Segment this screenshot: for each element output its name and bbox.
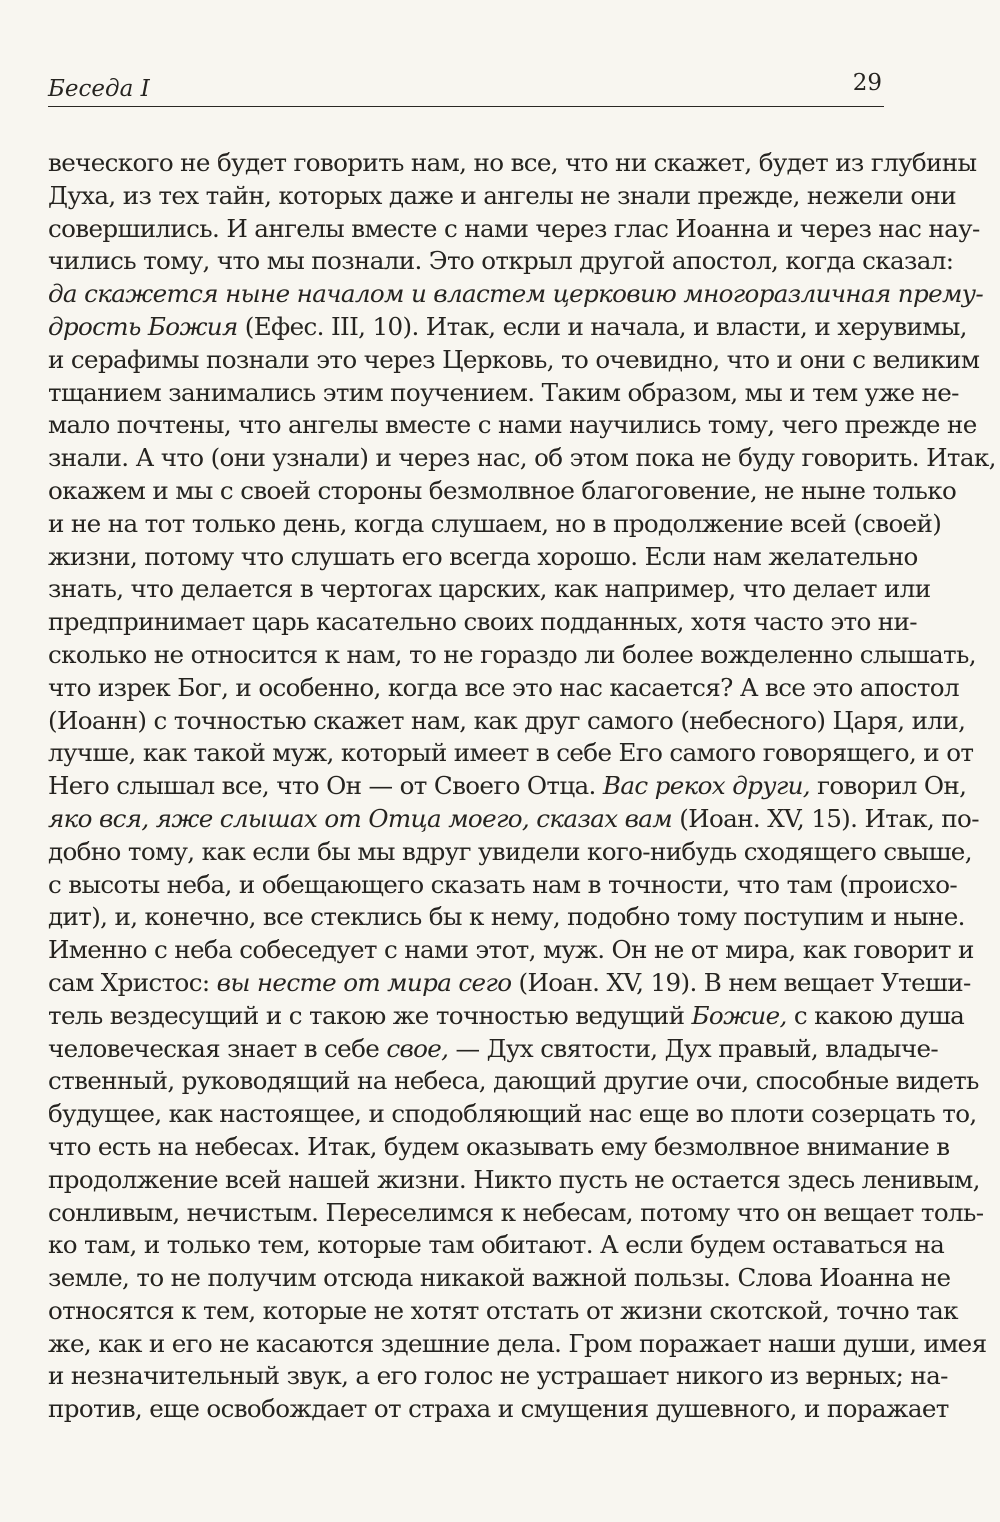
text-line: будущее, как настоящее, и сподобляющий нас еще во плоти созерцать то,	[48, 1099, 977, 1129]
text-line: и серафимы познали это через Церковь, то очевидно, что и они с великим	[48, 344, 980, 374]
scripture-quote: свое,	[386, 1033, 449, 1063]
text-line: земле, то не получим отсюда никакой важной пользы. Слова Иоанна не	[48, 1263, 951, 1293]
text-line: Духа, из тех тайн, которых даже и ангелы не знали прежде, нежели они	[48, 180, 956, 210]
text-line: добно тому, как если бы мы вдруг увидели кого-нибудь сходящего свыше,	[48, 836, 972, 866]
text-run: человеческая знает в себе	[48, 1033, 387, 1063]
text-line: сонливым, нечистым. Переселимся к небесам, потому что он вещает толь-	[48, 1197, 984, 1227]
text-line	[48, 803, 979, 836]
text-line: против, еще освобождает от страха и смущения душевного, и поражает	[48, 1394, 949, 1424]
scripture-quote: вы несте от мира сего	[216, 967, 512, 997]
text-line: что изрек Бог, и особенно, когда все это нас касается? А все это апостол	[48, 672, 959, 702]
text-run: Него слышал все, что Он — от Своего Отца.	[48, 771, 603, 801]
text-line: Именно с неба собеседует с нами этот, муж. Он не от мира, как говорит и	[48, 935, 974, 965]
text-line	[48, 967, 971, 1000]
text-line	[48, 278, 983, 311]
text-line	[48, 311, 967, 344]
text-run: сам Христос:	[48, 967, 217, 997]
text-run: говорил Он,	[809, 771, 967, 801]
text-line: и незначительный звук, а его голос не устрашает никого из верных; на-	[48, 1361, 948, 1391]
text-line: веческого не будет говорить нам, но все, что ни скажет, будет из глубины	[48, 148, 977, 177]
page-header	[48, 66, 884, 107]
text-line: (Иоанн) с точностью скажет нам, как друг самого (небесного) Царя, или,	[48, 705, 966, 735]
text-line: знать, что делается в чертогах царских, как например, что делает или	[48, 574, 931, 604]
scripture-quote: да скажется ныне началом и властем церковию многоразличная прему-	[48, 279, 983, 309]
text-line: совершились. И ангелы вместе с нами через глас Иоанна и через нас нау-	[48, 213, 980, 243]
text-line: предпринимает царь касательно своих подданных, хотя часто это ни-	[48, 607, 917, 637]
text-run: (Иоан. XV, 19). В нем вещает Утеши-	[511, 967, 971, 997]
scripture-quote: дрость Божия	[48, 311, 238, 341]
text-run: — Дух святости, Дух правый, владыче-	[448, 1033, 939, 1063]
text-line: лучше, как такой муж, который имеет в себе Его самого говорящего, и от	[48, 738, 974, 768]
text-line: и не на тот только день, когда слушаем, но в продолжение всей (своей)	[48, 508, 942, 538]
page-number: 29	[852, 70, 882, 96]
text-line: с высоты неба, и обещающего сказать нам в точности, что там (происхо-	[48, 869, 958, 899]
text-line: мало почтены, что ангелы вместе с нами научились тому, чего прежде не	[48, 410, 977, 440]
text-line	[48, 1000, 965, 1033]
scripture-quote: Вас рекох други,	[602, 771, 810, 801]
text-line: продолжение всей нашей жизни. Никто пусть не остается здесь ленивым,	[48, 1164, 980, 1194]
body-text	[48, 147, 996, 1426]
text-line: что есть на небесах. Итак, будем оказывать ему безмолвное внимание в	[48, 1131, 950, 1161]
text-line: сколько не относится к нам, то не гораздо ли более вожделенно слышать,	[48, 639, 976, 669]
text-run: с какою душа	[786, 1000, 965, 1030]
text-line: ственный, руководящий на небеса, дающий другие очи, способные видеть	[48, 1066, 979, 1096]
scripture-quote: яко вся, яже слышах от Отца моего, сказах вам	[48, 803, 673, 833]
text-run: (Иоан. XV, 15). Итак, по-	[672, 803, 979, 833]
text-line: тщанием занимались этим поучением. Таким образом, мы и тем уже не-	[48, 377, 959, 407]
text-line	[48, 770, 967, 803]
text-line: жизни, потому что слушать его всегда хорошо. Если нам желательно	[48, 541, 918, 571]
scripture-quote: Божие,	[691, 1000, 787, 1030]
text-line: знали. А что (они узнали) и через нас, об этом пока не буду говорить. Итак,	[48, 443, 996, 473]
text-line: относятся к тем, которые не хотят отстать от жизни скотской, точно так	[48, 1295, 958, 1325]
text-line	[48, 1033, 939, 1066]
text-line: же, как и его не касаются здешние дела. Гром поражает наши души, имея	[48, 1328, 987, 1358]
text-line: окажем и мы с своей стороны безмолвное благоговение, не ныне только	[48, 475, 957, 505]
text-line: ко там, и только тем, которые там обитают. А если будем оставаться на	[48, 1230, 945, 1260]
text-run: тель вездесущий и с такою же точностью ведущий	[48, 1000, 692, 1030]
running-head: Беседа I	[48, 76, 150, 102]
text-run: (Ефес. III, 10). Итак, если и начала, и власти, и херувимы,	[237, 311, 967, 341]
text-line: дит), и, конечно, все стеклись бы к нему, подобно тому поступим и ныне.	[48, 902, 965, 932]
text-line: чились тому, что мы познали. Это открыл другой апостол, когда сказал:	[48, 246, 954, 276]
